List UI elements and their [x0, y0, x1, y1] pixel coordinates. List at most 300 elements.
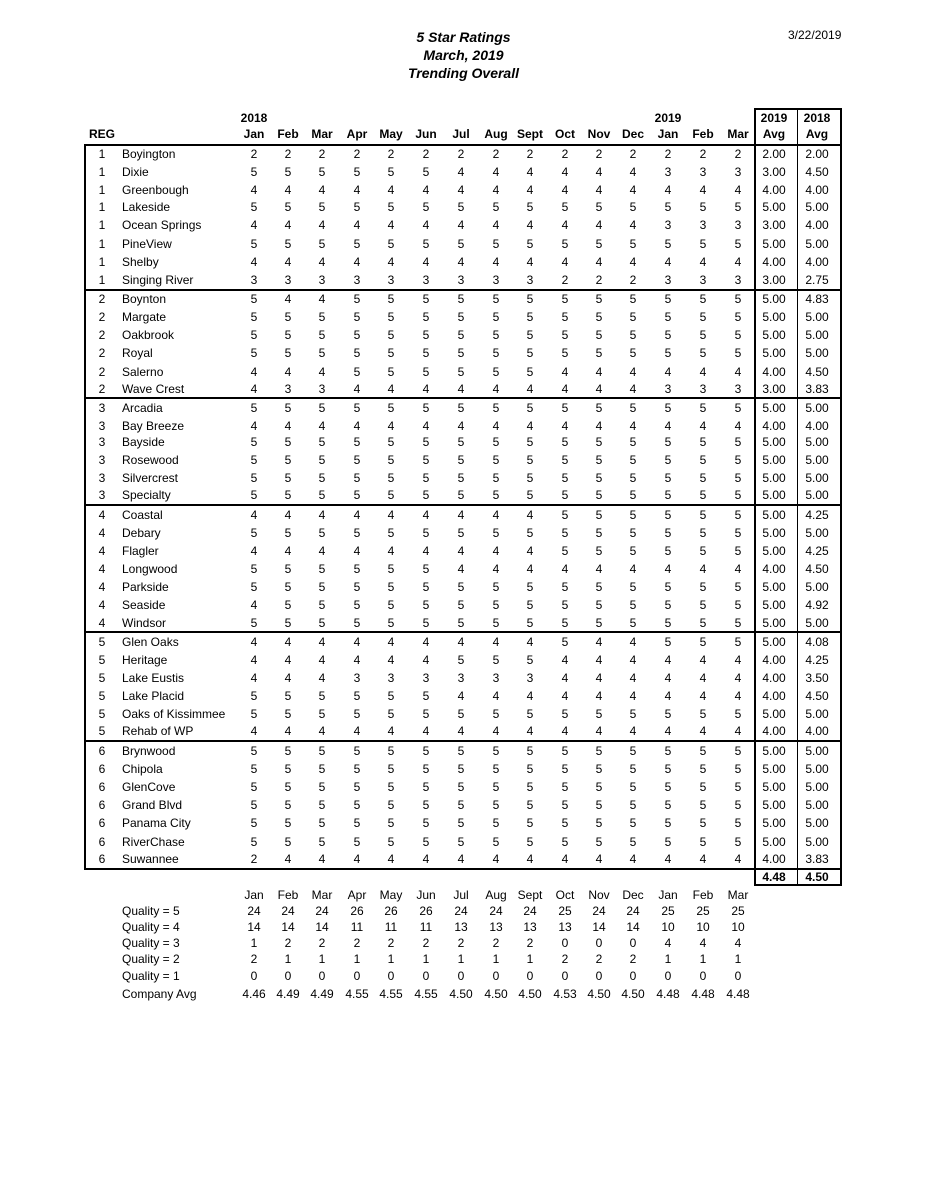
row-rating: 5	[699, 616, 707, 630]
row-avg-2019: 5.00	[762, 453, 786, 467]
row-facility-name: Chipola	[122, 762, 163, 776]
row-rating: 4	[492, 544, 500, 558]
row-rating: 5	[387, 346, 395, 360]
row-rating: 4	[595, 419, 603, 433]
summary-value: 0	[492, 969, 500, 983]
row-rating: 4	[387, 382, 395, 396]
row-rating: 4	[595, 218, 603, 232]
row-rating: 5	[422, 762, 430, 776]
row-rating: 5	[561, 237, 569, 251]
row-rating: 5	[699, 488, 707, 502]
table-left-border	[84, 144, 86, 870]
summary-value: 24	[315, 904, 329, 918]
summary-value: 4.50	[587, 987, 611, 1001]
row-rating: 4	[353, 635, 361, 649]
row-region: 4	[98, 616, 106, 630]
row-rating: 5	[318, 526, 326, 540]
row-rating: 4	[250, 218, 258, 232]
row-rating: 4	[561, 382, 569, 396]
row-rating: 5	[387, 689, 395, 703]
row-facility-name: Seaside	[122, 598, 166, 612]
summary-value: 24	[247, 904, 261, 918]
row-rating: 5	[387, 401, 395, 415]
row-region: 5	[98, 724, 106, 738]
column-header-month: Feb	[692, 127, 714, 141]
row-rating: 5	[699, 762, 707, 776]
row-region: 1	[98, 147, 106, 161]
row-rating: 4	[526, 183, 534, 197]
row-rating: 5	[492, 310, 500, 324]
row-rating: 5	[353, 744, 361, 758]
row-avg-2018: 3.83	[805, 382, 829, 396]
row-rating: 4	[595, 165, 603, 179]
row-rating: 5	[353, 401, 361, 415]
summary-value: 4	[664, 936, 672, 950]
row-region: 6	[98, 762, 106, 776]
row-rating: 4	[387, 852, 395, 866]
row-rating: 5	[422, 237, 430, 251]
summary-value: 2	[318, 936, 326, 950]
summary-value: 4.48	[726, 987, 750, 1001]
row-rating: 4	[318, 419, 326, 433]
row-rating: 4	[250, 382, 258, 396]
total-avg-2018: 4.50	[805, 870, 829, 884]
row-avg-2019: 5.00	[762, 526, 786, 540]
row-rating: 4	[561, 255, 569, 269]
row-rating: 4	[526, 562, 534, 576]
row-rating: 4	[629, 165, 637, 179]
row-rating: 5	[284, 835, 292, 849]
row-facility-name: Grand Blvd	[122, 798, 183, 812]
row-rating: 4	[526, 419, 534, 433]
row-rating: 4	[629, 255, 637, 269]
row-facility-name: Salerno	[122, 365, 164, 379]
row-rating: 5	[353, 471, 361, 485]
row-rating: 4	[422, 508, 430, 522]
row-rating: 5	[595, 453, 603, 467]
row-rating: 5	[457, 816, 465, 830]
row-rating: 4	[284, 218, 292, 232]
row-facility-name: Lakeside	[122, 200, 171, 214]
row-rating: 5	[457, 707, 465, 721]
summary-column-header-month: Apr	[347, 888, 367, 902]
row-avg-2018: 4.00	[805, 183, 829, 197]
row-rating: 5	[699, 200, 707, 214]
row-facility-name: Oaks of Kissimmee	[122, 707, 226, 721]
summary-value: 2	[561, 952, 569, 966]
row-rating: 4	[664, 671, 672, 685]
row-rating: 5	[318, 200, 326, 214]
row-facility-name: Shelby	[122, 255, 159, 269]
row-rating: 5	[250, 435, 258, 449]
row-avg-2019: 4.00	[762, 852, 786, 866]
summary-value: 0	[734, 969, 742, 983]
row-rating: 4	[629, 382, 637, 396]
row-avg-2018: 3.50	[805, 671, 829, 685]
row-rating: 5	[664, 346, 672, 360]
row-rating: 5	[284, 346, 292, 360]
row-rating: 5	[318, 835, 326, 849]
row-rating: 5	[595, 798, 603, 812]
row-rating: 4	[250, 419, 258, 433]
row-rating: 2	[250, 852, 258, 866]
row-rating: 5	[422, 401, 430, 415]
row-rating: 4	[492, 724, 500, 738]
summary-column-header-month: Oct	[555, 888, 575, 902]
summary-value: 2	[457, 936, 465, 950]
row-avg-2019: 3.00	[762, 273, 786, 287]
row-rating: 5	[353, 562, 361, 576]
row-rating: 5	[699, 798, 707, 812]
column-header-month: Sept	[516, 127, 544, 141]
summary-column-header-month: Feb	[277, 888, 299, 902]
row-rating: 5	[629, 453, 637, 467]
row-rating: 3	[318, 273, 326, 287]
row-avg-2019: 2.00	[762, 147, 786, 161]
row-rating: 4	[526, 635, 534, 649]
row-rating: 2	[595, 273, 603, 287]
summary-column-header-month: Nov	[588, 888, 610, 902]
row-rating: 4	[387, 635, 395, 649]
row-rating: 4	[284, 183, 292, 197]
row-region: 6	[98, 780, 106, 794]
row-avg-2018: 4.25	[805, 508, 829, 522]
row-rating: 2	[629, 147, 637, 161]
row-avg-2018: 5.00	[805, 798, 829, 812]
summary-value: 4	[699, 936, 707, 950]
summary-value: 0	[699, 969, 707, 983]
row-rating: 5	[284, 488, 292, 502]
row-rating: 5	[318, 328, 326, 342]
table-right-border	[840, 144, 842, 886]
row-facility-name: Singing River	[122, 273, 194, 287]
row-avg-2019: 5.00	[762, 744, 786, 758]
row-rating: 4	[318, 183, 326, 197]
row-rating: 4	[734, 365, 742, 379]
row-rating: 5	[526, 744, 534, 758]
row-rating: 3	[492, 671, 500, 685]
row-rating: 4	[284, 544, 292, 558]
row-rating: 5	[629, 798, 637, 812]
row-rating: 5	[526, 200, 534, 214]
row-rating: 5	[457, 488, 465, 502]
row-rating: 5	[387, 453, 395, 467]
row-facility-name: Panama City	[122, 816, 191, 830]
row-rating: 5	[457, 744, 465, 758]
row-rating: 4	[664, 653, 672, 667]
row-rating: 4	[318, 508, 326, 522]
row-rating: 5	[526, 471, 534, 485]
row-rating: 5	[629, 471, 637, 485]
row-rating: 4	[492, 255, 500, 269]
row-region: 2	[98, 365, 106, 379]
row-rating: 3	[664, 165, 672, 179]
summary-column-header-month: Aug	[485, 888, 507, 902]
summary-value: 1	[526, 952, 534, 966]
row-rating: 4	[250, 671, 258, 685]
summary-value: 2	[353, 936, 361, 950]
row-rating: 5	[284, 328, 292, 342]
row-rating: 5	[734, 435, 742, 449]
row-rating: 5	[318, 165, 326, 179]
row-rating: 5	[629, 488, 637, 502]
row-rating: 5	[664, 488, 672, 502]
row-rating: 5	[250, 780, 258, 794]
row-rating: 5	[422, 707, 430, 721]
row-rating: 4	[664, 852, 672, 866]
row-rating: 4	[664, 689, 672, 703]
summary-column-header-month: Mar	[311, 888, 333, 902]
row-rating: 2	[387, 147, 395, 161]
row-rating: 3	[699, 382, 707, 396]
row-rating: 5	[492, 453, 500, 467]
row-rating: 5	[250, 200, 258, 214]
row-rating: 5	[284, 435, 292, 449]
row-rating: 5	[318, 401, 326, 415]
row-rating: 4	[387, 653, 395, 667]
row-region: 6	[98, 744, 106, 758]
row-rating: 3	[353, 273, 361, 287]
row-rating: 5	[284, 598, 292, 612]
row-rating: 4	[284, 635, 292, 649]
row-rating: 4	[422, 419, 430, 433]
title-line-3: Trending Overall	[408, 65, 519, 81]
row-rating: 4	[284, 419, 292, 433]
summary-value: 1	[664, 952, 672, 966]
row-rating: 5	[457, 580, 465, 594]
row-rating: 4	[284, 508, 292, 522]
row-rating: 5	[629, 346, 637, 360]
row-rating: 5	[629, 237, 637, 251]
summary-value: 4.50	[449, 987, 473, 1001]
row-rating: 5	[422, 292, 430, 306]
row-rating: 5	[353, 488, 361, 502]
row-rating: 5	[595, 580, 603, 594]
row-region: 5	[98, 671, 106, 685]
row-avg-2019: 5.00	[762, 488, 786, 502]
summary-value: 0	[629, 936, 637, 950]
row-rating: 4	[422, 255, 430, 269]
row-rating: 2	[250, 147, 258, 161]
summary-value: 1	[250, 936, 258, 950]
row-rating: 5	[595, 780, 603, 794]
row-rating: 4	[492, 689, 500, 703]
row-facility-name: Margate	[122, 310, 167, 324]
row-rating: 5	[284, 310, 292, 324]
row-rating: 4	[250, 365, 258, 379]
row-rating: 5	[699, 471, 707, 485]
summary-value: 0	[561, 936, 569, 950]
row-rating: 4	[284, 255, 292, 269]
column-header-month: Jan	[657, 127, 679, 141]
row-rating: 5	[387, 616, 395, 630]
row-rating: 5	[250, 707, 258, 721]
row-rating: 4	[595, 671, 603, 685]
row-rating: 4	[595, 255, 603, 269]
row-rating: 5	[526, 328, 534, 342]
summary-value: 4.46	[242, 987, 266, 1001]
row-rating: 5	[387, 562, 395, 576]
row-rating: 5	[284, 744, 292, 758]
row-facility-name: Boyington	[122, 147, 176, 161]
row-rating: 4	[457, 635, 465, 649]
row-rating: 4	[250, 255, 258, 269]
row-rating: 5	[387, 707, 395, 721]
row-region: 1	[98, 237, 106, 251]
row-rating: 5	[561, 401, 569, 415]
row-rating: 4	[629, 653, 637, 667]
row-rating: 4	[353, 218, 361, 232]
summary-row-label: Quality = 1	[122, 969, 180, 983]
summary-value: 11	[350, 920, 364, 934]
row-rating: 5	[318, 346, 326, 360]
row-rating: 4	[422, 382, 430, 396]
row-rating: 4	[250, 724, 258, 738]
row-rating: 5	[664, 762, 672, 776]
row-rating: 2	[561, 273, 569, 287]
row-rating: 4	[526, 544, 534, 558]
row-rating: 5	[664, 835, 672, 849]
row-rating: 5	[734, 580, 742, 594]
row-rating: 5	[457, 598, 465, 612]
row-rating: 5	[284, 526, 292, 540]
row-rating: 4	[387, 508, 395, 522]
row-rating: 5	[318, 435, 326, 449]
row-rating: 5	[318, 707, 326, 721]
row-rating: 4	[422, 183, 430, 197]
summary-value: 0	[629, 969, 637, 983]
row-rating: 5	[353, 780, 361, 794]
summary-value: 1	[318, 952, 326, 966]
summary-value: 2	[387, 936, 395, 950]
row-rating: 4	[457, 218, 465, 232]
row-rating: 4	[457, 724, 465, 738]
row-rating: 3	[457, 273, 465, 287]
row-rating: 5	[457, 616, 465, 630]
row-rating: 5	[595, 616, 603, 630]
region-group-separator	[84, 289, 842, 291]
row-rating: 3	[526, 273, 534, 287]
summary-value: 24	[489, 904, 503, 918]
row-rating: 5	[629, 816, 637, 830]
row-rating: 4	[457, 183, 465, 197]
row-rating: 5	[250, 526, 258, 540]
row-region: 1	[98, 200, 106, 214]
row-facility-name: Silvercrest	[122, 471, 179, 485]
row-avg-2019: 4.00	[762, 653, 786, 667]
row-rating: 4	[699, 255, 707, 269]
row-avg-2018: 5.00	[805, 707, 829, 721]
row-avg-2019: 4.00	[762, 183, 786, 197]
row-region: 1	[98, 273, 106, 287]
summary-value: 1	[387, 952, 395, 966]
row-avg-2018: 5.00	[805, 526, 829, 540]
summary-row-label: Quality = 2	[122, 952, 180, 966]
row-rating: 5	[422, 488, 430, 502]
row-rating: 4	[664, 419, 672, 433]
row-rating: 5	[526, 780, 534, 794]
row-facility-name: Suwannee	[122, 852, 179, 866]
row-rating: 5	[387, 292, 395, 306]
column-header-month: Jul	[452, 127, 470, 141]
row-rating: 5	[699, 237, 707, 251]
row-avg-2018: 5.00	[805, 616, 829, 630]
row-rating: 5	[699, 401, 707, 415]
row-rating: 4	[353, 419, 361, 433]
row-facility-name: Brynwood	[122, 744, 176, 758]
row-rating: 4	[664, 183, 672, 197]
row-rating: 4	[561, 562, 569, 576]
row-rating: 5	[318, 310, 326, 324]
row-rating: 5	[734, 616, 742, 630]
row-rating: 4	[318, 365, 326, 379]
row-rating: 4	[734, 653, 742, 667]
row-avg-2018: 2.00	[805, 147, 829, 161]
row-rating: 5	[387, 200, 395, 214]
row-rating: 4	[492, 183, 500, 197]
row-rating: 5	[492, 816, 500, 830]
row-rating: 4	[387, 544, 395, 558]
summary-value: 25	[558, 904, 572, 918]
row-region: 6	[98, 798, 106, 812]
row-rating: 5	[664, 292, 672, 306]
row-rating: 4	[422, 653, 430, 667]
row-rating: 5	[492, 328, 500, 342]
row-rating: 5	[526, 580, 534, 594]
region-group-separator	[84, 397, 842, 399]
row-rating: 4	[284, 852, 292, 866]
column-header-month: May	[379, 127, 403, 141]
row-rating: 5	[318, 453, 326, 467]
row-rating: 4	[457, 544, 465, 558]
row-rating: 4	[595, 635, 603, 649]
row-rating: 5	[664, 598, 672, 612]
row-rating: 4	[353, 508, 361, 522]
row-rating: 4	[629, 671, 637, 685]
row-region: 4	[98, 544, 106, 558]
row-avg-2018: 5.00	[805, 328, 829, 342]
row-rating: 5	[250, 798, 258, 812]
row-rating: 5	[387, 310, 395, 324]
row-rating: 4	[250, 183, 258, 197]
row-rating: 3	[734, 273, 742, 287]
row-rating: 5	[595, 401, 603, 415]
row-rating: 5	[492, 292, 500, 306]
row-avg-2018: 5.00	[805, 435, 829, 449]
row-rating: 5	[492, 526, 500, 540]
row-rating: 2	[422, 147, 430, 161]
row-rating: 5	[595, 435, 603, 449]
summary-value: 25	[661, 904, 675, 918]
row-avg-2019: 5.00	[762, 401, 786, 415]
row-rating: 4	[250, 635, 258, 649]
row-rating: 2	[699, 147, 707, 161]
row-rating: 4	[699, 653, 707, 667]
row-rating: 5	[318, 780, 326, 794]
row-rating: 5	[561, 707, 569, 721]
row-rating: 5	[561, 598, 569, 612]
row-rating: 5	[629, 292, 637, 306]
row-rating: 5	[492, 346, 500, 360]
row-rating: 5	[699, 598, 707, 612]
row-avg-2019: 3.00	[762, 218, 786, 232]
row-avg-2019: 5.00	[762, 544, 786, 558]
summary-value: 1	[734, 952, 742, 966]
row-rating: 5	[387, 365, 395, 379]
row-rating: 5	[629, 544, 637, 558]
row-rating: 5	[526, 526, 534, 540]
row-rating: 4	[318, 635, 326, 649]
